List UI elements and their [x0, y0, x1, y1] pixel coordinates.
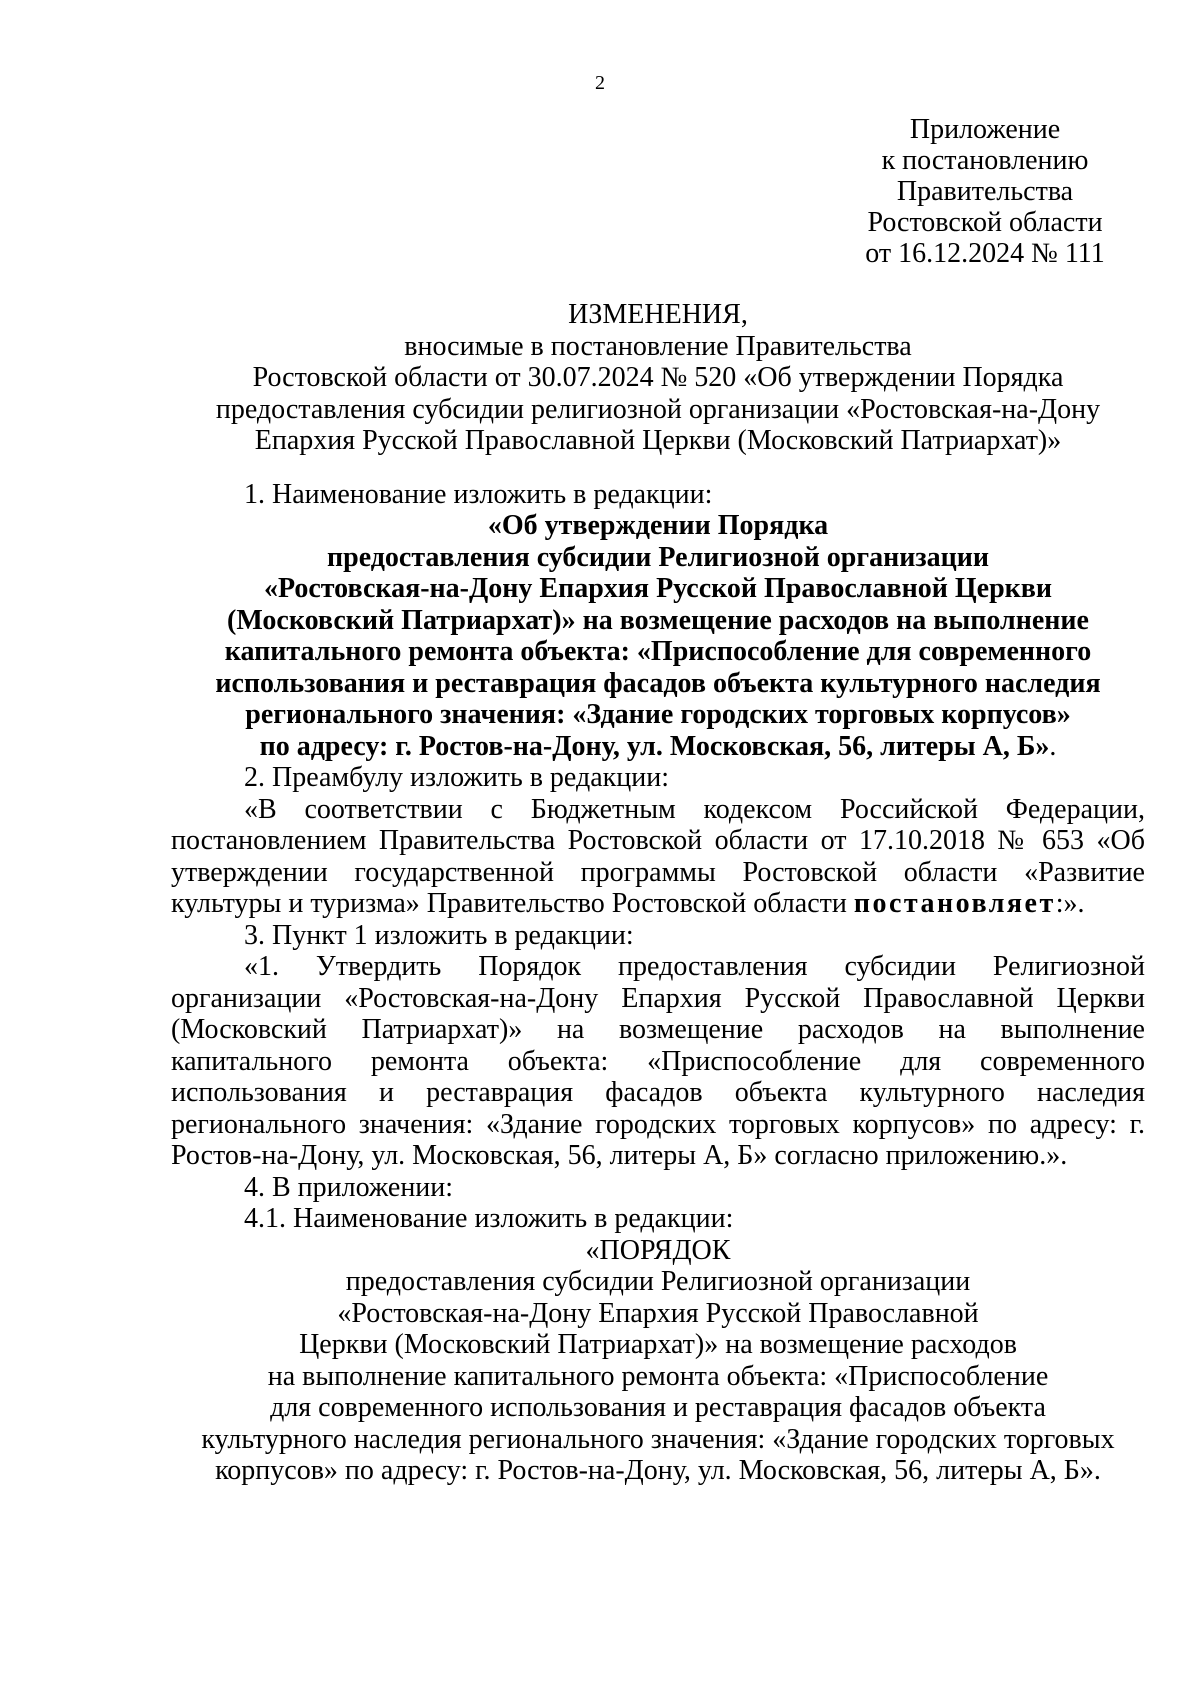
title-heading: ИЗМЕНЕНИЯ, [568, 299, 748, 330]
appendix-line: Правительства [896, 176, 1074, 207]
order-line: «Ростовская-на-Дону Епархия Русской Православной [337, 1297, 979, 1329]
appendix-block [840, 114, 1130, 269]
bold-title-line: использования и реставрация фасадов объекта культурного наследия [215, 667, 1101, 699]
bold-title-period: . [1049, 730, 1057, 762]
appendix-line: Ростовской области [867, 207, 1103, 238]
document-title [171, 299, 1145, 457]
order-line: предоставления субсидии Религиозной организации [345, 1266, 971, 1297]
order-line: Церкви (Московский Патриархат)» на возмещение расходов [299, 1329, 1017, 1360]
bold-title-line: «Об утверждении Порядка [487, 510, 829, 541]
document-body [171, 299, 1145, 1487]
item-1-text: 1. Наименование изложить в редакции: [244, 478, 713, 510]
item-2-quote [171, 794, 1145, 920]
item-2-quote-end: :». [1055, 888, 1085, 919]
item-4-1-text: 4.1. Наименование изложить в редакции: [244, 1203, 734, 1234]
item-2-text: 2. Преамбулу изложить в редакции: [244, 762, 670, 793]
bold-title-line: капитального ремонта объекта: «Приспособление для современного [224, 636, 1092, 667]
order-title [171, 1235, 1145, 1487]
bold-title-line: «Ростовская-на-Дону Епархия Русской Православной Церкви [263, 573, 1053, 604]
bold-title-line [171, 731, 1145, 763]
order-line: на выполнение капитального ремонта объекта: «Приспособление [267, 1360, 1049, 1392]
item-3-text: 3. Пункт 1 изложить в редакции: [244, 919, 634, 951]
appendix-line: к постановлению [881, 145, 1089, 176]
item-4-text: 4. В приложении: [244, 1171, 454, 1203]
title-subtitle-line: предоставления субсидии религиозной организации «Ростовская-на-Дону [215, 393, 1101, 425]
item-3-quote: «1. Утвердить Порядок предоставления субсидии Религиозной организации «Ростовская-на-Дону Епархия Русской Православной Церкви (Московский Патриархат)» на возмещение расходов на выполнение капитального ремонта объекта: «Приспособление для современного использования и реставрация фасадов объекта культурного наследия регионального значения: «Здание городских торговых корпусов» по адресу: г. Ростов-на-Дону, ул. Московская, 56, литеры А, Б» согласно приложению.». [171, 951, 1145, 1171]
order-line: культурного наследия регионального значения: «Здание городских торговых [201, 1423, 1115, 1455]
appendix-line: от 16.12.2024 № 111 [865, 238, 1105, 269]
bold-title-line: предоставления субсидии Религиозной организации [326, 541, 989, 573]
order-line: для современного использования и реставрация фасадов объекта [270, 1392, 1046, 1423]
order-heading: «ПОРЯДОК [585, 1234, 731, 1266]
bold-title-line: регионального значения: «Здание городских торговых корпусов» [245, 699, 1071, 730]
bold-title-last: по адресу: г. Ростов-на-Дону, ул. Московская, 56, литеры А, Б» [259, 730, 1050, 762]
item-1-bold-title [171, 510, 1145, 762]
bold-title-line: (Московский Патриархат)» на возмещение расходов на выполнение [227, 604, 1089, 636]
order-line: корпусов» по адресу: г. Ростов-на-Дону, ул. Московская, 56, литеры А, Б». [215, 1455, 1101, 1486]
title-subtitle-line: Ростовской области от 30.07.2024 № 520 «Об утверждении Порядка [252, 362, 1064, 393]
appendix-line: Приложение [909, 114, 1061, 145]
item-2-quote-keyword: постановляет [853, 888, 1056, 919]
title-subtitle-line: Епархия Русской Православной Церкви (Московский Патриархат)» [254, 425, 1062, 456]
title-subtitle-line: вносимые в постановление Правительства [404, 330, 912, 362]
page-number: 2 [595, 72, 605, 94]
item-2-quote-text: «В соответствии с Бюджетным кодексом Российской Федерации, постановлением Правительства Ростовской области от 17.10.2018 № 653 «Об утверждении государственной программы Ростовской области «Развитие культуры и туризма» Правительство Ростовской области [171, 793, 1145, 919]
